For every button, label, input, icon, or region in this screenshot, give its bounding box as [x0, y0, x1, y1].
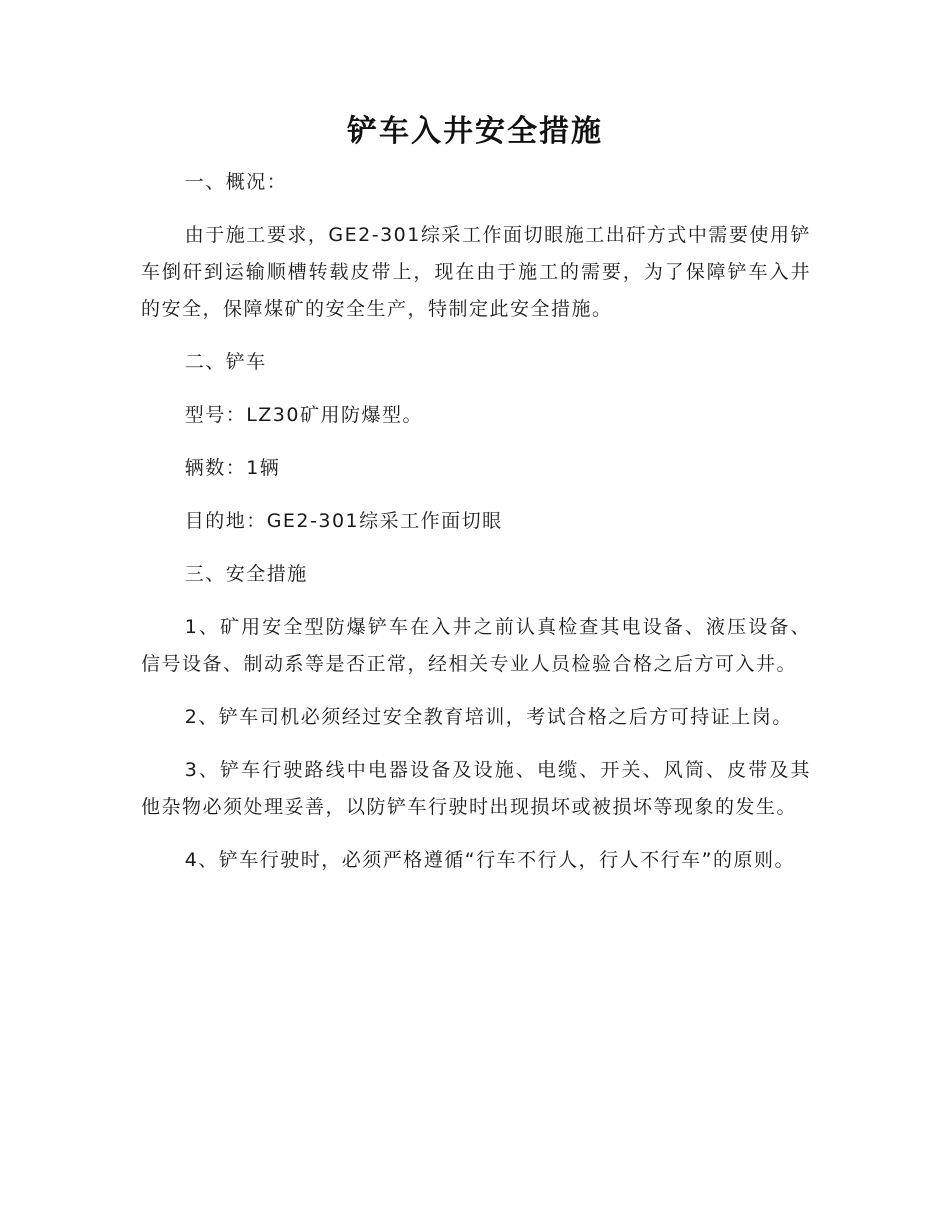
loader-count: 辆数：1辆 [184, 457, 281, 479]
document-body [141, 164, 811, 895]
document-title: 铲车入井安全措施 [347, 114, 603, 149]
overview-paragraph: 由于施工要求，GE2-301综采工作面切眼施工出矸方式中需要使用铲车倒矸到运输顺槽转载皮带上，现在由于施工的需要，为了保障铲车入井的安全，保障煤矿的安全生产，特制定此安全措施。 [141, 224, 811, 320]
section-heading-safety: 三、安全措施 [184, 563, 308, 585]
loader-model: 型号：LZ30矿用防爆型。 [184, 404, 423, 426]
loader-destination: 目的地：GE2-301综采工作面切眼 [184, 510, 503, 532]
safety-item-4: 4、铲车行驶时，必须严格遵循“行车不行人，行人不行车”的原则。 [184, 849, 795, 871]
section-heading-loader: 二、铲车 [184, 351, 267, 373]
safety-item-2: 2、铲车司机必须经过安全教育培训，考试合格之后方可持证上岗。 [184, 706, 793, 728]
section-heading-overview: 一、概况： [184, 171, 288, 193]
safety-item-1: 1、矿用安全型防爆铲车在入井之前认真检查其电设备、液压设备、信号设备、制动系等是否正常，经相关专业人员检验合格之后方可入井。 [141, 616, 811, 675]
safety-item-3: 3、铲车行驶路线中电器设备及设施、电缆、开关、风筒、皮带及其他杂物必须处理妥善，以防铲车行驶时出现损坏或被损坏等现象的发生。 [141, 759, 811, 818]
